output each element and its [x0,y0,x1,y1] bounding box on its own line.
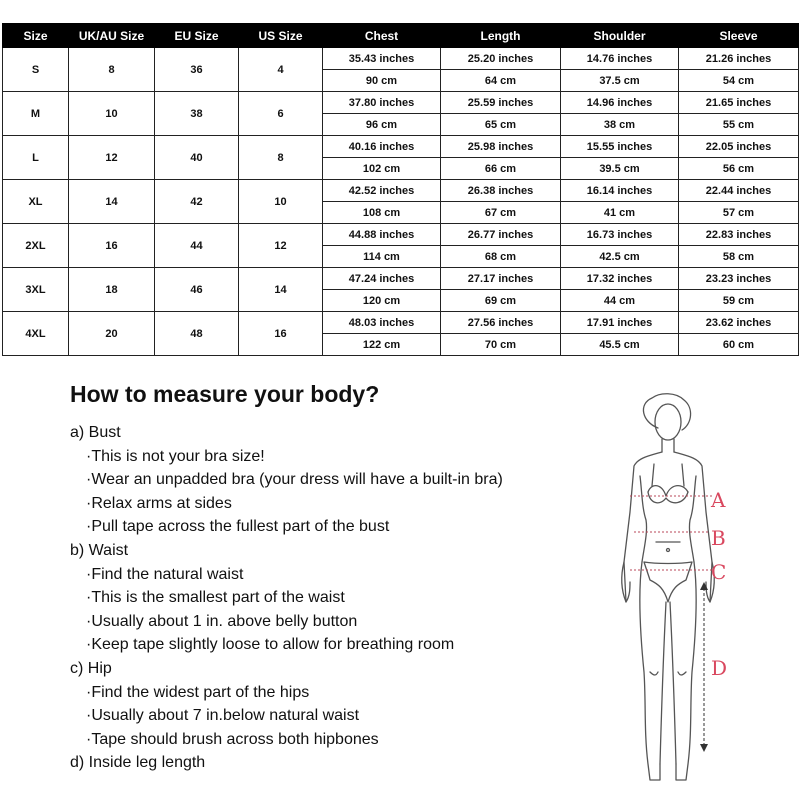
header-sleeve: Sleeve [679,24,799,48]
sleeve-inches-cell: 22.44 inches [679,180,799,202]
length-cm-cell: 68 cm [441,246,561,268]
body-outline-illustration [600,392,740,786]
shoulder-inches-cell: 17.91 inches [561,312,679,334]
shoulder-cm-cell: 44 cm [561,290,679,312]
header-chest: Chest [323,24,441,48]
shoulder-cm-cell: 37.5 cm [561,70,679,92]
instruction-item: ·Wear an unpadded bra (your dress will have a built-in bra) [86,471,503,489]
header-eu-size: EU Size [155,24,239,48]
chest-inches-cell: 42.52 inches [323,180,441,202]
chest-cm-cell: 102 cm [323,158,441,180]
eu-cell: 46 [155,268,239,312]
measurement-instructions [70,421,610,775]
sleeve-inches-cell: 22.83 inches [679,224,799,246]
length-inches-cell: 27.56 inches [441,312,561,334]
sleeve-inches-cell: 21.26 inches [679,48,799,70]
shoulder-inches-cell: 14.96 inches [561,92,679,114]
table-row [3,136,799,158]
uk-au-cell: 8 [69,48,155,92]
length-cm-cell: 64 cm [441,70,561,92]
uk-au-cell: 20 [69,312,155,356]
sleeve-cm-cell: 55 cm [679,114,799,136]
shoulder-inches-cell: 17.32 inches [561,268,679,290]
sleeve-cm-cell: 54 cm [679,70,799,92]
eu-cell: 48 [155,312,239,356]
size-cell: S [3,48,69,92]
chest-inches-cell: 44.88 inches [323,224,441,246]
header-uk-au-size: UK/AU Size [69,24,155,48]
instruction-item: ·Pull tape across the fullest part of the bust [86,518,390,536]
header-shoulder: Shoulder [561,24,679,48]
length-cm-cell: 65 cm [441,114,561,136]
eu-cell: 36 [155,48,239,92]
length-cm-cell: 67 cm [441,202,561,224]
chest-cm-cell: 114 cm [323,246,441,268]
chest-cm-cell: 120 cm [323,290,441,312]
sleeve-inches-cell: 22.05 inches [679,136,799,158]
us-cell: 14 [239,268,323,312]
length-inches-cell: 25.59 inches [441,92,561,114]
shoulder-cm-cell: 39.5 cm [561,158,679,180]
size-cell: 3XL [3,268,69,312]
label-c: C [711,560,727,584]
uk-au-cell: 12 [69,136,155,180]
uk-au-cell: 16 [69,224,155,268]
table-row [3,180,799,202]
chest-inches-cell: 47.24 inches [323,268,441,290]
chest-cm-cell: 96 cm [323,114,441,136]
length-inches-cell: 25.98 inches [441,136,561,158]
section-heading: b) Waist [70,541,129,559]
length-inches-cell: 26.38 inches [441,180,561,202]
instruction-item: ·Tape should brush across both hipbones [86,730,379,748]
shoulder-cm-cell: 45.5 cm [561,334,679,356]
instruction-item: ·Find the natural waist [86,565,244,583]
sleeve-cm-cell: 58 cm [679,246,799,268]
length-inches-cell: 26.77 inches [441,224,561,246]
chest-inches-cell: 40.16 inches [323,136,441,158]
sleeve-inches-cell: 21.65 inches [679,92,799,114]
chest-cm-cell: 122 cm [323,334,441,356]
table-row [3,224,799,246]
instruction-item: ·This is not your bra size! [86,447,265,465]
sleeve-cm-cell: 56 cm [679,158,799,180]
sleeve-cm-cell: 57 cm [679,202,799,224]
table-row [3,312,799,334]
shoulder-inches-cell: 16.14 inches [561,180,679,202]
shoulder-inches-cell: 15.55 inches [561,136,679,158]
us-cell: 8 [239,136,323,180]
instruction-item: ·Keep tape slightly loose to allow for breathing room [86,636,455,654]
section-heading: d) Inside leg length [70,754,206,772]
instruction-item: ·This is the smallest part of the waist [86,589,345,607]
chest-inches-cell: 35.43 inches [323,48,441,70]
chest-cm-cell: 90 cm [323,70,441,92]
size-cell: XL [3,180,69,224]
instruction-item: ·Relax arms at sides [86,494,232,512]
shoulder-cm-cell: 38 cm [561,114,679,136]
us-cell: 16 [239,312,323,356]
sleeve-cm-cell: 60 cm [679,334,799,356]
table-row [3,92,799,114]
us-cell: 10 [239,180,323,224]
length-inches-cell: 25.20 inches [441,48,561,70]
uk-au-cell: 10 [69,92,155,136]
eu-cell: 44 [155,224,239,268]
instruction-item: ·Usually about 1 in. above belly button [86,612,358,630]
shoulder-inches-cell: 16.73 inches [561,224,679,246]
us-cell: 6 [239,92,323,136]
length-cm-cell: 70 cm [441,334,561,356]
us-cell: 4 [239,48,323,92]
chest-cm-cell: 108 cm [323,202,441,224]
us-cell: 12 [239,224,323,268]
length-cm-cell: 66 cm [441,158,561,180]
size-cell: L [3,136,69,180]
section-heading: a) Bust [70,424,121,441]
sleeve-cm-cell: 59 cm [679,290,799,312]
shoulder-cm-cell: 42.5 cm [561,246,679,268]
label-a: A [711,488,726,512]
instruction-item: ·Usually about 7 in.below natural waist [86,707,360,725]
sleeve-inches-cell: 23.62 inches [679,312,799,334]
size-cell: 2XL [3,224,69,268]
length-cm-cell: 69 cm [441,290,561,312]
header-size: Size [3,24,69,48]
chest-inches-cell: 48.03 inches [323,312,441,334]
instruction-item: ·Find the widest part of the hips [86,683,310,701]
table-header-row [3,24,799,48]
length-inches-cell: 27.17 inches [441,268,561,290]
eu-cell: 42 [155,180,239,224]
shoulder-inches-cell: 14.76 inches [561,48,679,70]
table-row [3,48,799,70]
chest-inches-cell: 37.80 inches [323,92,441,114]
header-length: Length [441,24,561,48]
eu-cell: 40 [155,136,239,180]
shoulder-cm-cell: 41 cm [561,202,679,224]
sleeve-inches-cell: 23.23 inches [679,268,799,290]
size-cell: M [3,92,69,136]
uk-au-cell: 18 [69,268,155,312]
guide-title: How to measure your body? [70,381,380,407]
eu-cell: 38 [155,92,239,136]
uk-au-cell: 14 [69,180,155,224]
label-d: D [711,656,728,680]
header-us-size: US Size [239,24,323,48]
table-row [3,268,799,290]
section-heading: c) Hip [70,659,112,677]
body-measurement-figure [600,392,740,786]
label-b: B [711,526,726,550]
size-cell: 4XL [3,312,69,356]
size-chart-table [2,23,799,356]
